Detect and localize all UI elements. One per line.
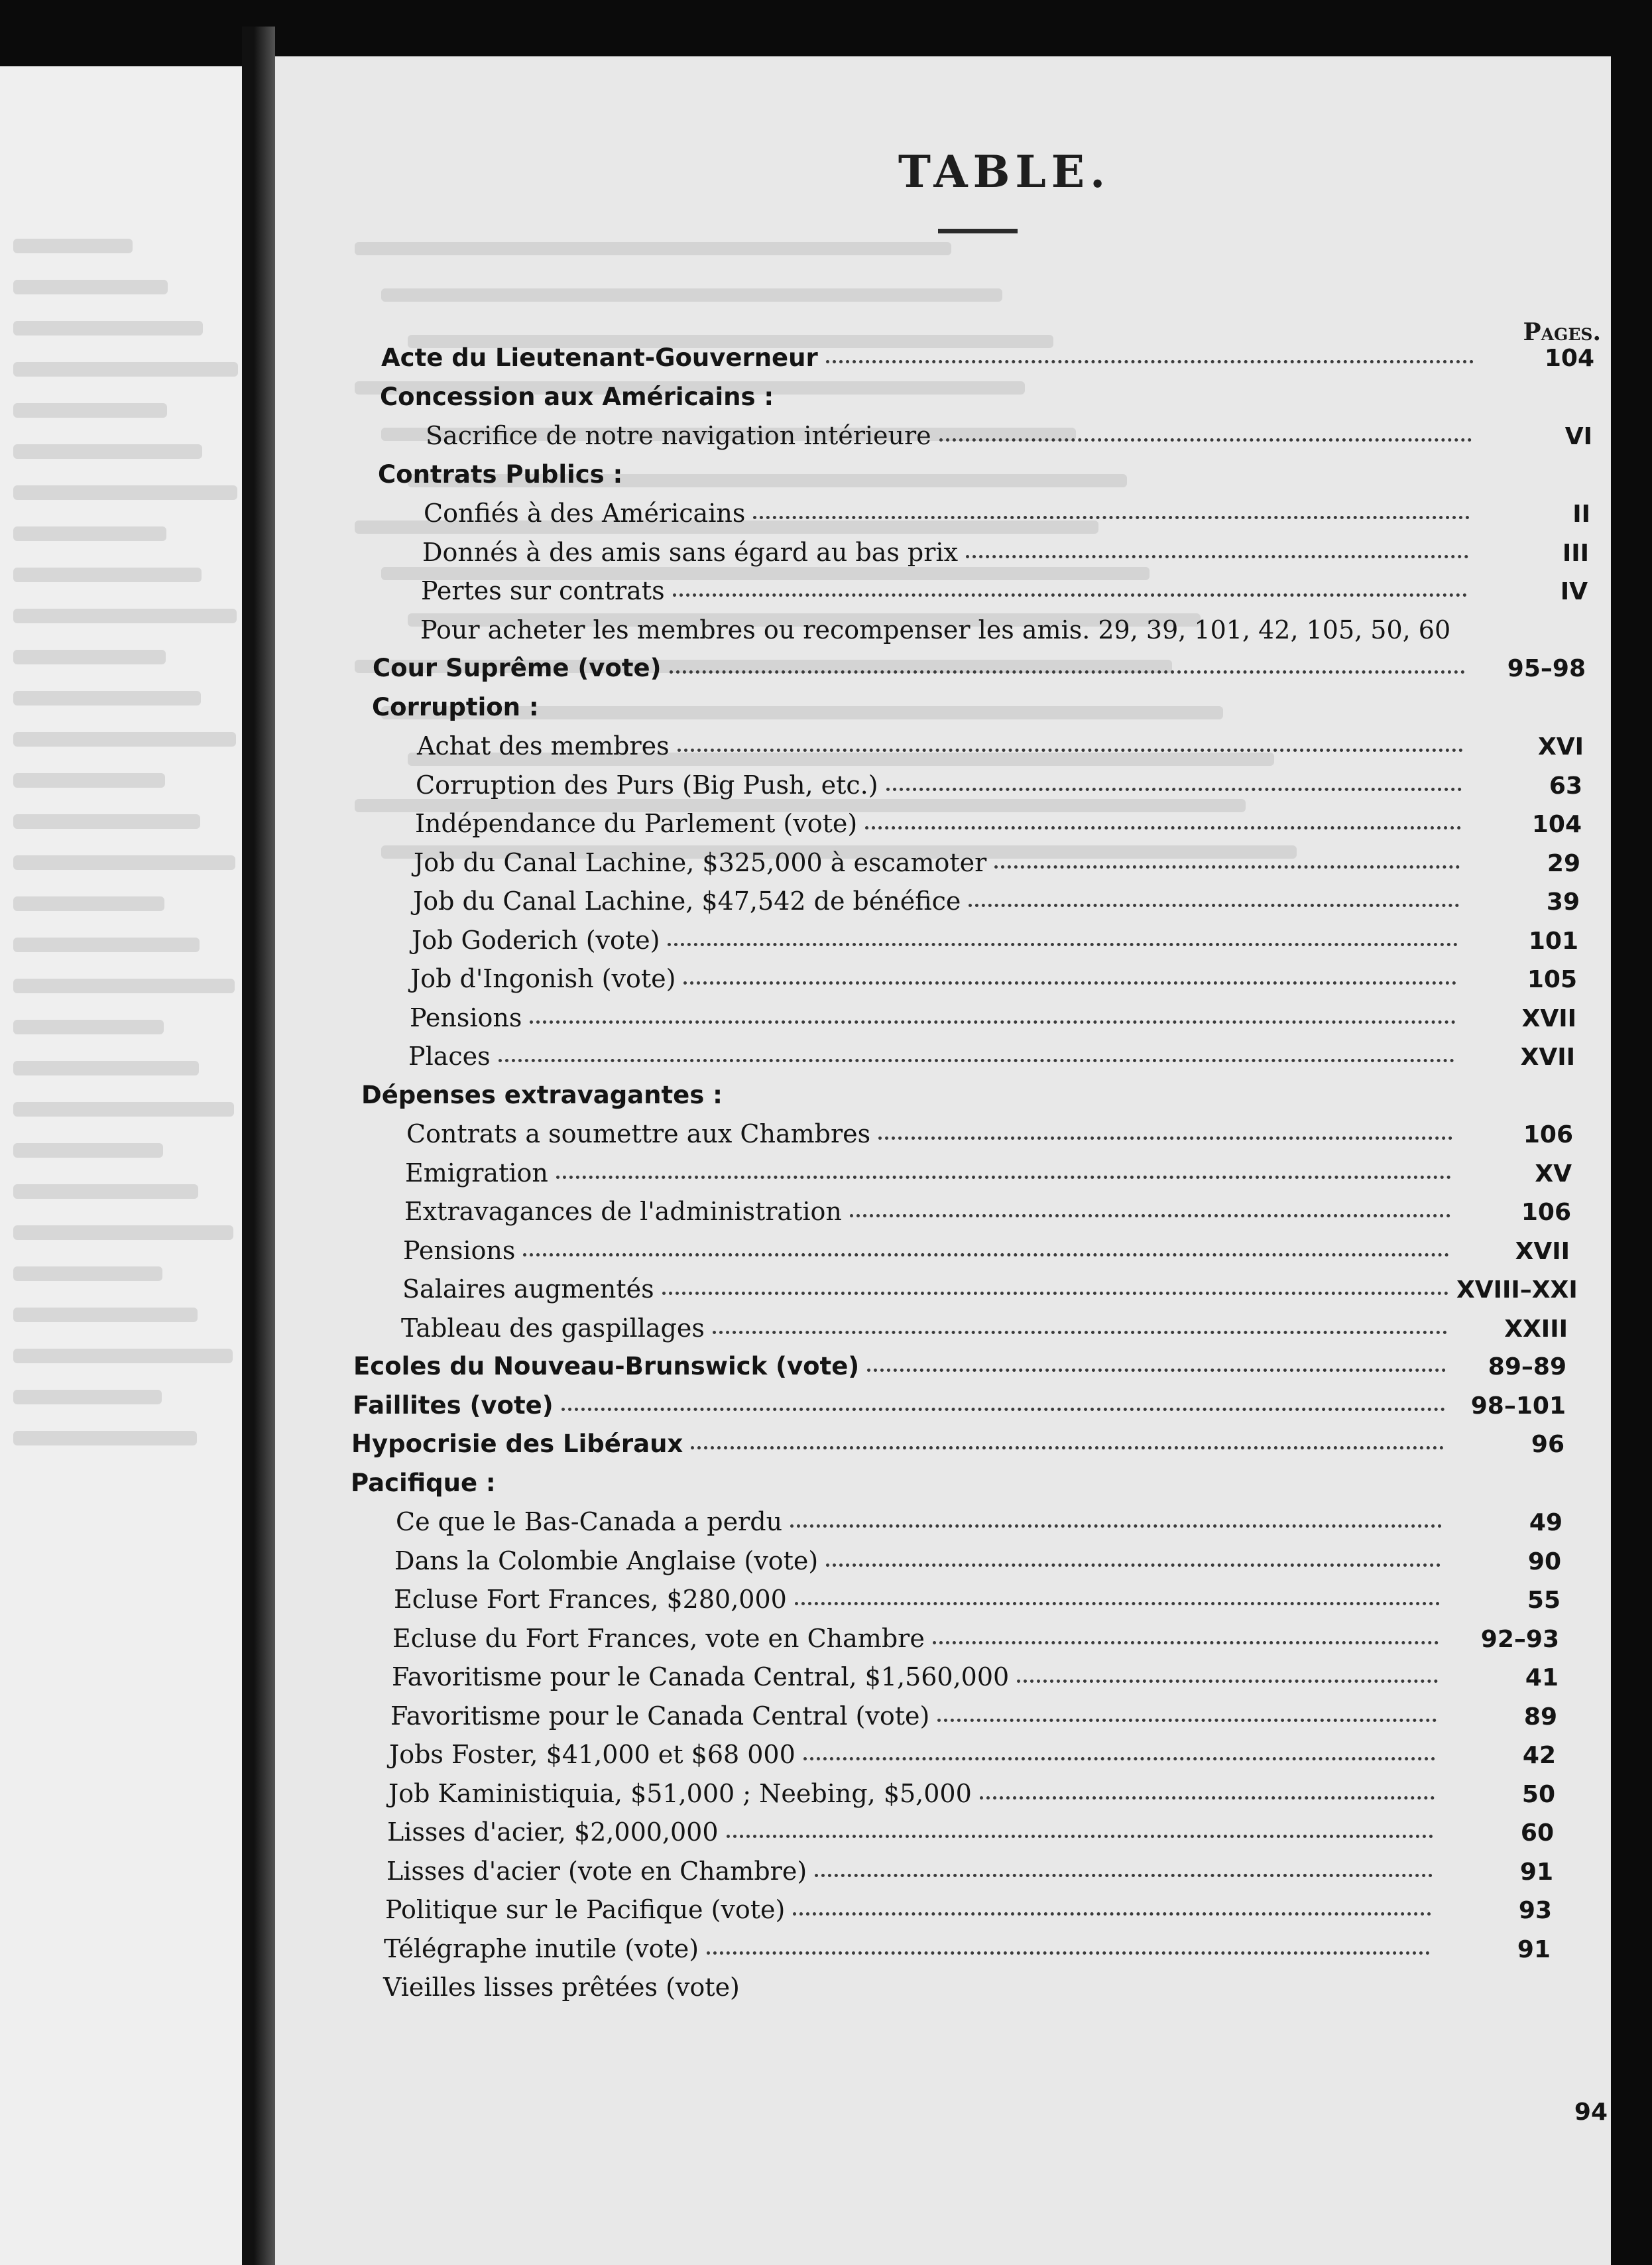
toc-entry-label: Hypocrisie des Libéraux	[351, 1430, 683, 1458]
dot-leader	[668, 942, 1458, 946]
toc-heading	[378, 458, 1591, 491]
toc-heading	[373, 652, 1586, 685]
page-title: TABLE.	[898, 146, 1111, 198]
toc-page-number: 90	[1527, 1548, 1561, 1575]
dot-leader	[547, 709, 1464, 713]
toc-page-number: 49	[1529, 1509, 1563, 1536]
toc-entry-label: Job Kaministiquia, $51,000 ; Neebing, $5,000	[388, 1779, 972, 1808]
toc-entry-label: Dans la Colombie Anglaise (vote)	[394, 1546, 819, 1575]
toc-entry-label: Job d'Ingonish (vote)	[410, 964, 676, 993]
dot-leader	[939, 438, 1472, 442]
toc-entry	[410, 962, 1577, 995]
toc-entry	[388, 1777, 1555, 1810]
toc-entry	[421, 574, 1588, 607]
facing-page-text-line	[13, 1061, 199, 1075]
facing-page-text-line	[13, 609, 237, 623]
facing-page-text-line	[13, 321, 203, 336]
toc-entry	[402, 1272, 1578, 1306]
toc-entry-label: Acte du Lieutenant-Gouverneur	[381, 343, 818, 372]
toc-page-number: 50	[1521, 1781, 1555, 1808]
toc-entry-label: Places	[408, 1042, 491, 1071]
toc-page-number: 91	[1519, 1859, 1553, 1886]
stray-page-number: 94	[1574, 2099, 1608, 2126]
facing-page-text-line	[13, 444, 202, 459]
toc-page-number: 105	[1527, 966, 1577, 993]
toc-entry	[396, 1505, 1563, 1538]
facing-page-text-line	[13, 855, 235, 870]
toc-entry-label: Contrats a soumettre aux Chambres	[406, 1119, 871, 1148]
toc-entry-label: Achat des membres	[417, 731, 670, 761]
toc-entry	[386, 1855, 1553, 1888]
toc-entry	[394, 1583, 1561, 1616]
toc-entry-label: Confiés à des Américains	[424, 499, 746, 528]
toc-entry	[404, 1195, 1571, 1228]
toc-entry	[412, 924, 1578, 957]
dot-leader	[886, 787, 1462, 791]
toc-entry-label: Lisses d'acier, $2,000,000	[387, 1817, 719, 1847]
toc-entry	[416, 768, 1582, 802]
facing-page-text-line	[13, 362, 238, 377]
toc-page-number: 104	[1544, 345, 1594, 372]
dot-leader	[523, 1253, 1449, 1256]
facing-page	[0, 66, 242, 2265]
pages-column-header: Pages.	[1523, 318, 1601, 346]
toc-entry	[389, 1738, 1556, 1771]
toc-page-number: 63	[1549, 772, 1582, 800]
toc-entry	[420, 613, 1587, 646]
facing-page-text-line	[13, 979, 235, 993]
toc-entry-label: Sacrifice de notre navigation intérieure	[426, 421, 931, 450]
toc-entry	[408, 1040, 1575, 1073]
toc-page-number: XVII	[1515, 1238, 1570, 1265]
toc-entry-label: Emigration	[405, 1158, 548, 1188]
dot-leader	[793, 1912, 1431, 1916]
dot-leader	[994, 865, 1460, 869]
dot-leader	[753, 515, 1470, 519]
toc-page-number: IV	[1560, 578, 1588, 605]
toc-entry	[415, 807, 1582, 840]
toc-page-number: VI	[1564, 423, 1592, 450]
toc-entry	[426, 419, 1592, 452]
toc-entry-label: Lisses d'acier (vote en Chambre)	[386, 1857, 807, 1886]
toc-entry-label: Pour acheter les membres ou recompenser les amis. 29, 39, 101, 42, 105, 50, 60	[420, 615, 1451, 644]
facing-page-text-line	[13, 1143, 163, 1158]
toc-entry	[406, 1117, 1573, 1150]
toc-entry-label: Vieilles lisses prêtées (vote)	[383, 1973, 740, 2002]
toc-page-number: 29	[1547, 850, 1580, 877]
toc-entry	[410, 1001, 1576, 1034]
facing-page-text-line	[13, 773, 165, 788]
dot-leader	[707, 1951, 1430, 1955]
toc-page-number: 91	[1517, 1936, 1551, 1963]
toc-entry-label: Indépendance du Parlement (vote)	[415, 809, 858, 838]
toc-entry-label: Dépenses extravagantes :	[361, 1081, 723, 1109]
dot-leader	[865, 826, 1461, 829]
toc-entry	[414, 846, 1580, 879]
dot-leader	[980, 1796, 1435, 1800]
toc-entry	[390, 1699, 1557, 1733]
toc-entry	[405, 1156, 1572, 1190]
facing-page-text-line	[13, 485, 237, 500]
toc-page-number: 93	[1518, 1897, 1552, 1924]
toc-heading	[381, 341, 1594, 375]
toc-page-number: 89	[1523, 1703, 1557, 1731]
facing-page-text-line	[13, 650, 166, 664]
toc-page-number: 104	[1531, 811, 1582, 838]
toc-heading	[353, 1350, 1566, 1383]
dot-leader	[867, 1368, 1446, 1372]
facing-page-text-line	[13, 239, 133, 253]
toc-heading	[380, 381, 1593, 414]
facing-page-text-line	[13, 1020, 164, 1034]
dot-leader	[561, 1407, 1445, 1411]
toc-entry-label: Corruption des Purs (Big Push, etc.)	[416, 770, 878, 800]
dot-leader	[713, 1330, 1447, 1334]
document-page	[275, 56, 1611, 2265]
toc-page-number: XVII	[1521, 1005, 1576, 1032]
facing-page-text-line	[13, 691, 201, 705]
toc-page-number: XV	[1535, 1160, 1572, 1188]
toc-entry-label: Contrats Publics :	[378, 460, 623, 489]
toc-page-number: 42	[1522, 1742, 1556, 1769]
toc-entry-label: Pertes sur contrats	[421, 576, 665, 605]
dot-leader	[727, 1834, 1433, 1838]
toc-entry-label: Pacifique :	[351, 1469, 496, 1497]
toc-entry-label: Cour Suprême (vote)	[373, 654, 662, 682]
toc-entry-label: Concession aux Américains :	[380, 383, 774, 411]
facing-page-text-line	[13, 896, 164, 911]
toc-entry-label: Salaires augmentés	[402, 1274, 654, 1304]
toc-entry-label: Ce que le Bas-Canada a perdu	[396, 1507, 783, 1536]
toc-entry	[394, 1544, 1561, 1577]
toc-entry-label: Extravagances de l'administration	[404, 1197, 842, 1226]
facing-page-text-line	[13, 814, 200, 829]
toc-entry-label: Télégraphe inutile (vote)	[384, 1934, 699, 1963]
dot-leader	[630, 476, 1470, 480]
toc-entry	[422, 536, 1589, 569]
toc-heading	[351, 1428, 1564, 1461]
dot-leader	[782, 398, 1472, 402]
dot-leader	[790, 1524, 1442, 1528]
toc-entry-label: Faillites (vote)	[353, 1391, 554, 1420]
dot-leader	[850, 1213, 1450, 1217]
toc-entry	[392, 1660, 1559, 1693]
facing-page-text-line	[13, 1102, 234, 1117]
dot-leader	[499, 1058, 1454, 1062]
toc-entry	[392, 1622, 1559, 1655]
dot-leader	[678, 748, 1463, 752]
toc-page-number: 89–89	[1488, 1353, 1566, 1380]
toc-page-number: 106	[1521, 1199, 1571, 1226]
facing-page-text-line	[13, 1431, 197, 1445]
dot-leader	[826, 1563, 1441, 1567]
toc-entry	[424, 497, 1590, 530]
toc-page-number: 60	[1520, 1819, 1554, 1847]
facing-page-text-line	[13, 1184, 198, 1199]
toc-entry-label: Pensions	[403, 1236, 516, 1265]
toc-heading	[353, 1389, 1566, 1422]
toc-page-number: III	[1562, 540, 1589, 567]
toc-entry-label: Ecluse du Fort Frances, vote en Chambre	[392, 1624, 925, 1653]
dot-leader	[795, 1601, 1440, 1605]
toc-page-number: 96	[1531, 1431, 1564, 1458]
toc-page-number: 55	[1527, 1587, 1561, 1614]
dot-leader	[969, 903, 1459, 907]
toc-page-number: 92–93	[1480, 1626, 1559, 1653]
dot-leader	[878, 1136, 1452, 1140]
toc-entry	[387, 1815, 1554, 1849]
toc-entry-label: Jobs Foster, $41,000 et $68 000	[389, 1740, 796, 1769]
dot-leader	[1017, 1679, 1438, 1683]
toc-heading	[361, 1079, 1574, 1112]
toc-entry-label: Pensions	[410, 1003, 522, 1032]
facing-page-text-line	[13, 1349, 233, 1363]
toc-entry-label: Job Goderich (vote)	[412, 926, 660, 955]
toc-entry-label: Favoritisme pour le Canada Central (vote)	[390, 1701, 930, 1731]
facing-page-text-line	[13, 526, 166, 541]
facing-page-text-line	[13, 1266, 162, 1281]
facing-page-text-line	[13, 938, 200, 952]
toc-page-number: 106	[1523, 1121, 1573, 1148]
scan-border-right	[1611, 0, 1652, 2265]
toc-page-number: XVII	[1520, 1044, 1575, 1071]
toc-page-number: 98–101	[1470, 1392, 1566, 1420]
toc-entry	[417, 729, 1584, 763]
dot-leader	[691, 1445, 1444, 1449]
toc-page-number: XVIII–XXI	[1456, 1276, 1578, 1304]
toc-heading	[372, 691, 1585, 724]
facing-page-text-line	[13, 568, 202, 582]
toc-entry-label: Ecluse Fort Frances, $280,000	[394, 1585, 787, 1614]
dot-leader	[1458, 632, 1466, 636]
toc-entry-label: Tableau des gaspillages	[401, 1314, 705, 1343]
facing-page-text-line	[13, 280, 168, 294]
toc-page-number: II	[1572, 501, 1590, 528]
toc-entry	[403, 1234, 1570, 1267]
toc-page-number: 41	[1525, 1664, 1559, 1691]
toc-entry	[385, 1893, 1552, 1926]
facing-page-text-line	[13, 1225, 233, 1240]
dot-leader	[662, 1291, 1448, 1295]
dot-leader	[530, 1020, 1456, 1024]
book-gutter	[242, 27, 275, 2265]
toc-page-number: XXIII	[1504, 1316, 1568, 1343]
toc-entry	[383, 1971, 1550, 2004]
toc-page-number: 95–98	[1507, 655, 1586, 682]
table-of-contents	[275, 56, 1611, 2265]
facing-page-text-line	[13, 403, 167, 418]
dot-leader	[803, 1756, 1435, 1760]
toc-entry-label: Ecoles du Nouveau-Brunswick (vote)	[353, 1352, 860, 1380]
toc-entry	[401, 1312, 1568, 1345]
facing-page-text-line	[13, 1308, 198, 1322]
facing-page-text-line	[13, 1390, 162, 1404]
dot-leader	[556, 1175, 1451, 1179]
toc-page-number: 101	[1528, 928, 1578, 955]
dot-leader	[670, 670, 1465, 674]
toc-entry-label: Favoritisme pour le Canada Central, $1,560,000	[392, 1662, 1010, 1691]
dot-leader	[504, 1485, 1443, 1489]
toc-entry-label: Donnés à des amis sans égard au bas prix	[422, 538, 959, 567]
dot-leader	[673, 593, 1467, 597]
toc-entry	[413, 885, 1580, 918]
facing-page-text-line	[13, 732, 236, 747]
toc-entry-label: Job du Canal Lachine, $47,542 de bénéfice	[413, 887, 961, 916]
dot-leader	[748, 1989, 1429, 1993]
toc-page-number: XVI	[1537, 733, 1584, 761]
toc-entry-label: Job du Canal Lachine, $325,000 à escamoter	[414, 848, 987, 877]
dot-leader	[933, 1640, 1439, 1644]
toc-entry-label: Politique sur le Pacifique (vote)	[385, 1895, 786, 1924]
dot-leader	[683, 981, 1456, 985]
toc-heading	[351, 1467, 1564, 1500]
dot-leader	[815, 1873, 1433, 1877]
toc-entry-label: Corruption :	[372, 693, 539, 721]
dot-leader	[731, 1097, 1454, 1101]
dot-leader	[826, 359, 1474, 363]
dot-leader	[937, 1718, 1437, 1722]
toc-page-number: 39	[1546, 888, 1580, 916]
dot-leader	[966, 554, 1468, 558]
toc-entry	[384, 1932, 1551, 1965]
